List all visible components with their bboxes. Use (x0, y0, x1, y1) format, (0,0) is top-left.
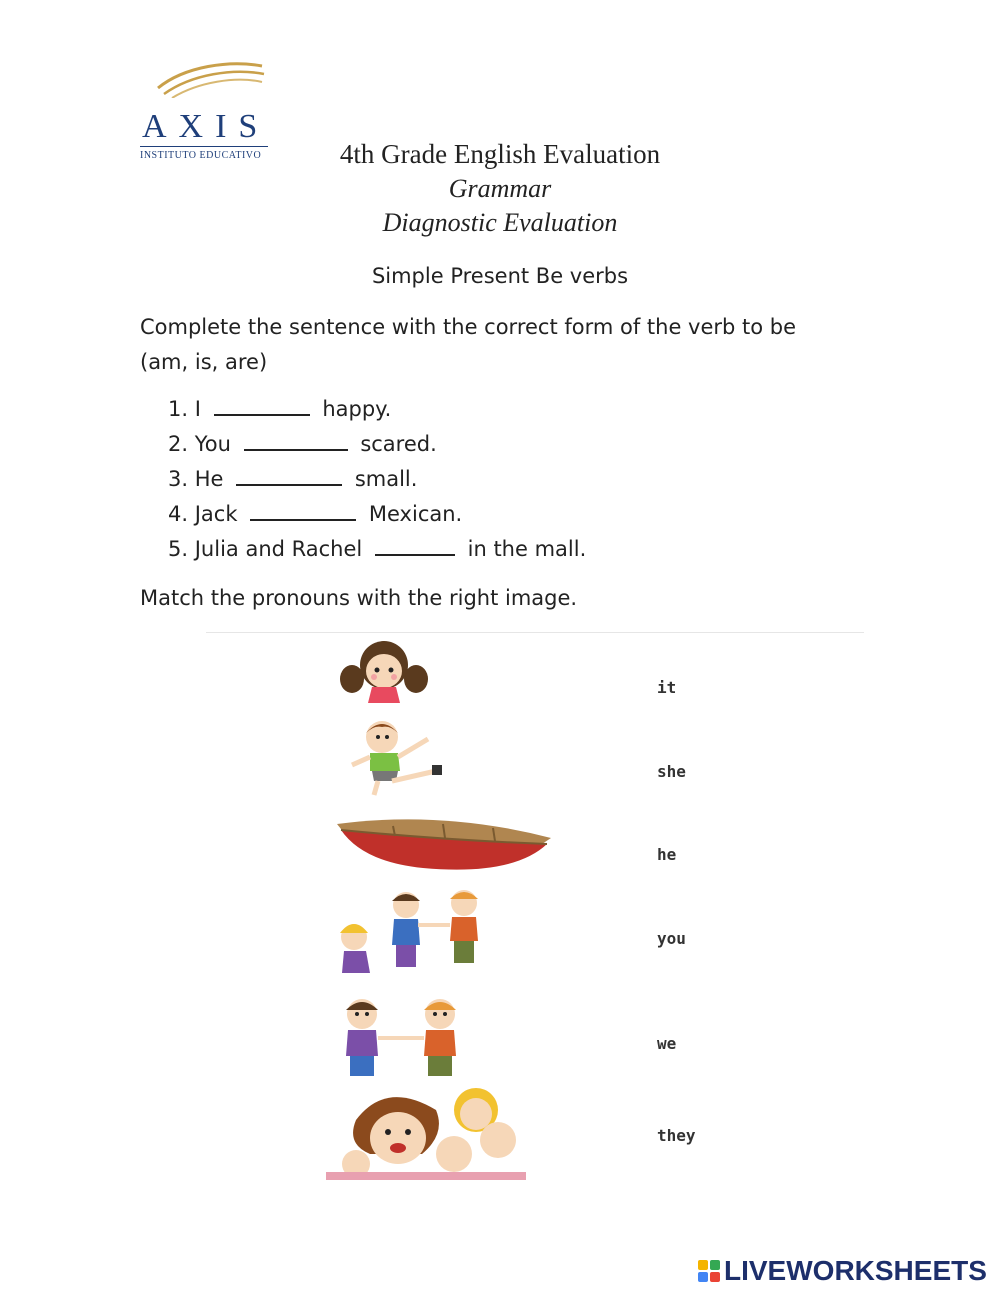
logo-subtitle: INSTITUTO EDUCATIVO (140, 150, 262, 161)
pronoun-they[interactable]: they (657, 1126, 696, 1145)
item-number: 3. (168, 467, 189, 491)
page-evaluation-type: Diagnostic Evaluation (382, 208, 618, 237)
exercise-item (168, 393, 586, 428)
answer-blank[interactable] (236, 464, 342, 486)
pronoun-we[interactable]: we (657, 1034, 677, 1053)
item-subject: I (194, 397, 201, 421)
pronoun-it[interactable]: it (657, 678, 677, 697)
item-complement: small. (354, 467, 418, 491)
exercise-item (168, 463, 586, 498)
instruction-match: Match the pronouns with the right image. (140, 586, 578, 610)
item-complement: Mexican. (368, 502, 463, 526)
group-of-three-icon[interactable] (326, 885, 496, 985)
item-complement: happy. (322, 397, 392, 421)
swoosh-icon (150, 58, 270, 98)
exercise-item (168, 428, 586, 463)
brand-blocks-icon (698, 1260, 720, 1282)
item-complement: scared. (360, 432, 437, 456)
pronoun-he[interactable]: he (657, 845, 677, 864)
page-title: 4th Grade English Evaluation (339, 139, 661, 169)
instruction-line-2: (am, is, are) (140, 350, 268, 374)
instruction-line-1: Complete the sentence with the correct form of the verb to be (140, 315, 797, 339)
exercise-item (168, 533, 586, 568)
page-subject: Grammar (448, 174, 552, 203)
answer-blank[interactable] (250, 499, 356, 521)
logo-name: AXIS (142, 108, 270, 145)
item-subject: Jack (194, 502, 238, 526)
boat-icon[interactable] (333, 806, 555, 878)
item-number: 4. (168, 502, 189, 526)
item-complement: in the mall. (467, 537, 587, 561)
girl-icon[interactable] (334, 637, 434, 705)
item-number: 5. (168, 537, 189, 561)
pronoun-she[interactable]: she (657, 762, 686, 781)
section-subtitle: Simple Present Be verbs (371, 264, 629, 288)
pronoun-you[interactable]: you (657, 929, 686, 948)
brand-name: LIVEWORKSHEETS (724, 1255, 987, 1286)
liveworksheets-logo (698, 1254, 987, 1288)
item-number: 2. (168, 432, 189, 456)
answer-blank[interactable] (375, 534, 455, 556)
item-subject: Julia and Rachel (194, 537, 363, 561)
instruction-complete (140, 310, 860, 380)
answer-blank[interactable] (214, 394, 310, 416)
boy-icon[interactable] (340, 715, 450, 800)
item-subject: You (194, 432, 231, 456)
match-area-divider (206, 632, 864, 633)
exercise-list (168, 393, 586, 568)
item-subject: He (194, 467, 224, 491)
item-number: 1. (168, 397, 189, 421)
crowd-icon[interactable] (326, 1084, 526, 1180)
pair-of-boys-icon[interactable] (328, 996, 478, 1078)
answer-blank[interactable] (244, 429, 348, 451)
exercise-item (168, 498, 586, 533)
